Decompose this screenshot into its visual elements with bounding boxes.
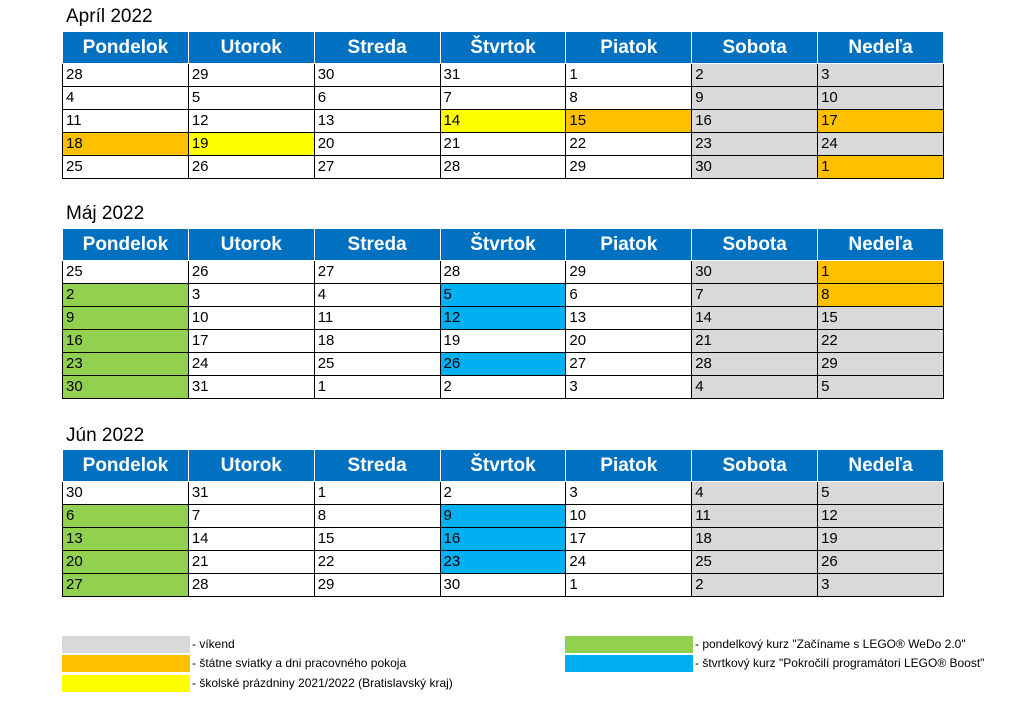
weekday-header: Štvrtok (440, 32, 566, 64)
day-cell: 30 (314, 64, 440, 87)
week-row (63, 353, 944, 376)
day-cell: 29 (566, 156, 692, 179)
day-cell: 21 (188, 551, 314, 574)
day-cell: 15 (314, 528, 440, 551)
day-cell: 7 (188, 505, 314, 528)
day-cell: 11 (692, 505, 818, 528)
weekday-header: Sobota (692, 450, 818, 482)
day-cell: 6 (63, 505, 189, 528)
day-cell: 29 (818, 353, 944, 376)
day-cell: 4 (692, 376, 818, 399)
day-cell: 21 (692, 330, 818, 353)
day-cell: 17 (188, 330, 314, 353)
week-row (63, 551, 944, 574)
day-cell: 9 (692, 87, 818, 110)
weekday-header: Štvrtok (440, 450, 566, 482)
week-row (63, 110, 944, 133)
day-cell: 10 (818, 87, 944, 110)
day-cell: 30 (63, 376, 189, 399)
day-cell: 7 (692, 284, 818, 307)
day-cell: 14 (188, 528, 314, 551)
day-cell: 25 (63, 261, 189, 284)
day-cell: 11 (314, 307, 440, 330)
weekday-header: Streda (314, 32, 440, 64)
day-cell: 30 (692, 261, 818, 284)
day-cell: 16 (692, 110, 818, 133)
day-cell: 3 (566, 376, 692, 399)
day-cell: 1 (818, 156, 944, 179)
day-cell: 2 (692, 574, 818, 597)
day-cell: 19 (440, 330, 566, 353)
day-cell: 24 (566, 551, 692, 574)
weekday-header: Pondelok (63, 450, 189, 482)
day-cell: 15 (818, 307, 944, 330)
day-cell: 13 (63, 528, 189, 551)
day-cell: 3 (818, 574, 944, 597)
day-cell: 14 (440, 110, 566, 133)
month-title: Jún 2022 (66, 425, 145, 446)
week-row (63, 307, 944, 330)
day-cell: 5 (188, 87, 314, 110)
weekday-header: Streda (314, 229, 440, 261)
calendar-table (62, 228, 944, 399)
weekday-header: Pondelok (63, 229, 189, 261)
day-cell: 13 (314, 110, 440, 133)
day-cell: 30 (63, 482, 189, 505)
day-cell: 18 (314, 330, 440, 353)
day-cell: 12 (818, 505, 944, 528)
week-row (63, 64, 944, 87)
day-cell: 18 (63, 133, 189, 156)
day-cell: 8 (566, 87, 692, 110)
day-cell: 28 (692, 353, 818, 376)
weekday-header: Utorok (188, 229, 314, 261)
legend-label-school: - školské prázdniny 2021/2022 (Bratislavský kraj) (192, 676, 453, 690)
weekday-header: Nedeľa (818, 229, 944, 261)
day-cell: 23 (440, 551, 566, 574)
day-cell: 1 (566, 574, 692, 597)
legend-label-holiday: - štátne sviatky a dni pracovného pokoja (192, 656, 407, 670)
weekday-header: Piatok (566, 32, 692, 64)
day-cell: 12 (188, 110, 314, 133)
day-cell: 27 (566, 353, 692, 376)
day-cell: 13 (566, 307, 692, 330)
day-cell: 30 (692, 156, 818, 179)
day-cell: 6 (566, 284, 692, 307)
day-cell: 24 (188, 353, 314, 376)
weekday-header: Sobota (692, 32, 818, 64)
day-cell: 26 (440, 353, 566, 376)
day-cell: 5 (818, 482, 944, 505)
week-row (63, 482, 944, 505)
week-row (63, 133, 944, 156)
day-cell: 1 (566, 64, 692, 87)
day-cell: 28 (188, 574, 314, 597)
day-cell: 26 (188, 156, 314, 179)
calendar-table (62, 31, 944, 179)
weekday-header: Nedeľa (818, 32, 944, 64)
day-cell: 16 (440, 528, 566, 551)
day-cell: 20 (63, 551, 189, 574)
day-cell: 1 (314, 376, 440, 399)
day-cell: 10 (566, 505, 692, 528)
week-row (63, 574, 944, 597)
day-cell: 3 (188, 284, 314, 307)
day-cell: 7 (440, 87, 566, 110)
day-cell: 2 (63, 284, 189, 307)
day-cell: 20 (314, 133, 440, 156)
weekday-header: Utorok (188, 32, 314, 64)
day-cell: 29 (188, 64, 314, 87)
day-cell: 27 (314, 156, 440, 179)
day-cell: 12 (440, 307, 566, 330)
weekday-header: Piatok (566, 450, 692, 482)
day-cell: 8 (818, 284, 944, 307)
weekday-header: Pondelok (63, 32, 189, 64)
day-cell: 30 (440, 574, 566, 597)
day-cell: 3 (566, 482, 692, 505)
day-cell: 4 (314, 284, 440, 307)
day-cell: 16 (63, 330, 189, 353)
day-cell: 24 (818, 133, 944, 156)
day-cell: 20 (566, 330, 692, 353)
day-cell: 23 (63, 353, 189, 376)
day-cell: 8 (314, 505, 440, 528)
day-cell: 15 (566, 110, 692, 133)
day-cell: 9 (440, 505, 566, 528)
weekday-header: Streda (314, 450, 440, 482)
week-row (63, 284, 944, 307)
day-cell: 31 (188, 482, 314, 505)
weekday-header: Piatok (566, 229, 692, 261)
day-cell: 27 (63, 574, 189, 597)
legend-label-thursday-course: - štvrtkový kurz "Pokročilí programátori LEGO® Boost" (695, 656, 985, 670)
day-cell: 25 (692, 551, 818, 574)
day-cell: 25 (63, 156, 189, 179)
day-cell: 29 (566, 261, 692, 284)
legend-label-monday-course: - pondelkový kurz "Začíname s LEGO® WeDo 2.0" (695, 637, 966, 651)
day-cell: 14 (692, 307, 818, 330)
day-cell: 17 (566, 528, 692, 551)
day-cell: 26 (818, 551, 944, 574)
day-cell: 25 (314, 353, 440, 376)
day-cell: 22 (566, 133, 692, 156)
legend-swatch-weekend (62, 636, 190, 653)
weekday-header-row (63, 32, 944, 64)
legend-label-weekend: - víkend (192, 637, 235, 651)
week-row (63, 330, 944, 353)
weekday-header-row (63, 450, 944, 482)
day-cell: 27 (314, 261, 440, 284)
legend-swatch-monday-course (565, 636, 693, 653)
day-cell: 1 (818, 261, 944, 284)
day-cell: 31 (440, 64, 566, 87)
day-cell: 19 (188, 133, 314, 156)
week-row (63, 261, 944, 284)
day-cell: 4 (692, 482, 818, 505)
day-cell: 21 (440, 133, 566, 156)
day-cell: 29 (314, 574, 440, 597)
day-cell: 2 (440, 482, 566, 505)
calendar-table (62, 449, 944, 597)
day-cell: 1 (314, 482, 440, 505)
day-cell: 5 (818, 376, 944, 399)
day-cell: 26 (188, 261, 314, 284)
day-cell: 2 (440, 376, 566, 399)
day-cell: 19 (818, 528, 944, 551)
day-cell: 28 (440, 261, 566, 284)
day-cell: 4 (63, 87, 189, 110)
day-cell: 22 (818, 330, 944, 353)
legend-swatch-school (62, 675, 190, 692)
weekday-header: Sobota (692, 229, 818, 261)
day-cell: 22 (314, 551, 440, 574)
day-cell: 6 (314, 87, 440, 110)
legend-swatch-thursday-course (565, 655, 693, 672)
day-cell: 10 (188, 307, 314, 330)
legend-swatch-holiday (62, 655, 190, 672)
day-cell: 17 (818, 110, 944, 133)
day-cell: 23 (692, 133, 818, 156)
weekday-header: Nedeľa (818, 450, 944, 482)
week-row (63, 156, 944, 179)
day-cell: 2 (692, 64, 818, 87)
weekday-header: Utorok (188, 450, 314, 482)
day-cell: 18 (692, 528, 818, 551)
week-row (63, 376, 944, 399)
day-cell: 28 (440, 156, 566, 179)
week-row (63, 528, 944, 551)
weekday-header-row (63, 229, 944, 261)
day-cell: 31 (188, 376, 314, 399)
day-cell: 9 (63, 307, 189, 330)
weekday-header: Štvrtok (440, 229, 566, 261)
month-title: Máj 2022 (66, 203, 145, 224)
week-row (63, 505, 944, 528)
month-title: Apríl 2022 (66, 6, 153, 27)
day-cell: 28 (63, 64, 189, 87)
week-row (63, 87, 944, 110)
day-cell: 5 (440, 284, 566, 307)
day-cell: 3 (818, 64, 944, 87)
day-cell: 11 (63, 110, 189, 133)
